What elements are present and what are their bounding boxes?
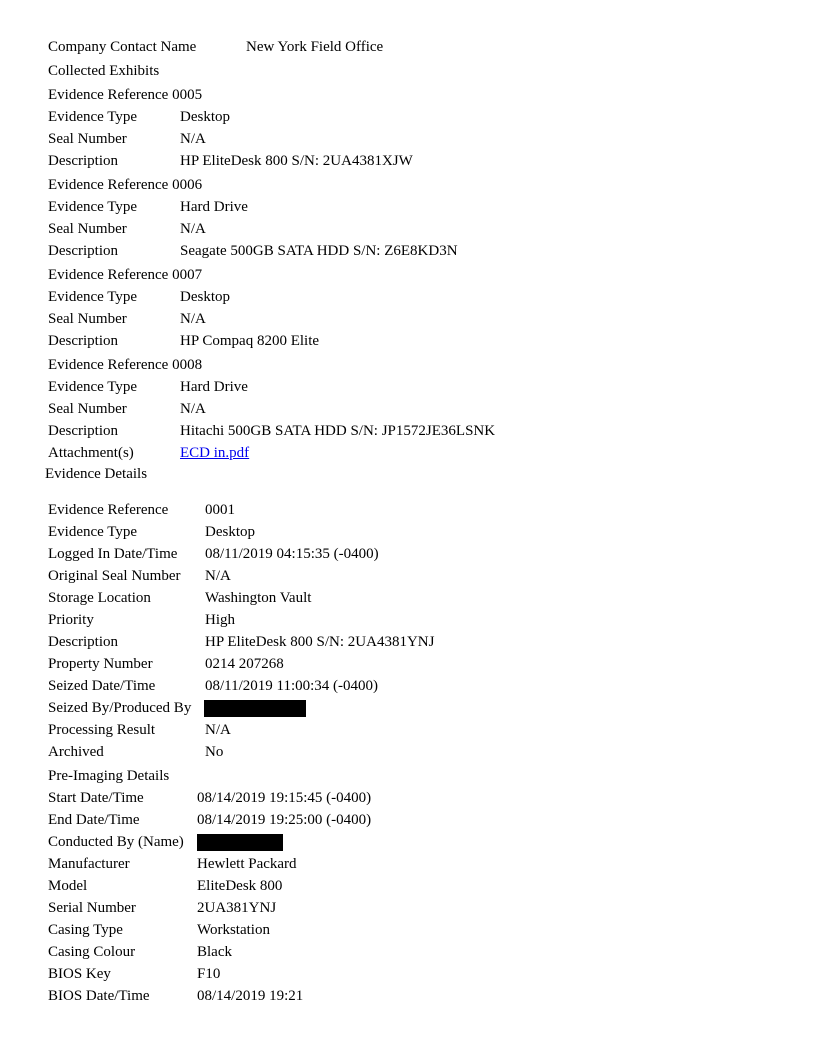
detail-label: Processing Result bbox=[48, 722, 156, 738]
detail-value: N/A bbox=[205, 722, 231, 738]
detail-label: Logged In Date/Time bbox=[48, 546, 178, 562]
detail-value: 08/11/2019 11:00:34 (-0400) bbox=[205, 678, 379, 694]
detail-label: Seized Date/Time bbox=[48, 678, 156, 694]
exhibit-seal-label: Seal Number bbox=[48, 311, 127, 327]
attachments-label: Attachment(s) bbox=[48, 445, 134, 461]
exhibit-description-label: Description bbox=[48, 153, 118, 169]
exhibit-type-value: Desktop bbox=[180, 109, 230, 125]
redaction-bar bbox=[204, 700, 306, 717]
pre-imaging-value: 08/14/2019 19:15:45 (-0400) bbox=[197, 790, 372, 806]
detail-label: Evidence Reference bbox=[48, 502, 169, 518]
exhibit-seal-label: Seal Number bbox=[48, 221, 127, 237]
detail-label: Priority bbox=[48, 612, 94, 628]
pre-imaging-value: Black bbox=[197, 944, 232, 960]
exhibit-description-label: Description bbox=[48, 333, 118, 349]
evidence-details-title: Evidence Details bbox=[45, 466, 148, 482]
exhibit-reference-text: Evidence Reference 0007 bbox=[48, 267, 203, 283]
detail-value: HP EliteDesk 800 S/N: 2UA4381YNJ bbox=[205, 634, 435, 650]
pre-imaging-label: Serial Number bbox=[48, 900, 136, 916]
pre-imaging-value: Hewlett Packard bbox=[197, 856, 297, 872]
detail-label: Property Number bbox=[48, 656, 153, 672]
pre-imaging-value: F10 bbox=[197, 966, 221, 982]
exhibit-type-label: Evidence Type bbox=[48, 379, 138, 395]
detail-label: Archived bbox=[48, 744, 104, 760]
pre-imaging-label: BIOS Date/Time bbox=[48, 988, 150, 1004]
exhibit-description-label: Description bbox=[48, 243, 118, 259]
pre-imaging-label: Conducted By (Name) bbox=[48, 834, 184, 850]
exhibit-description-value: Seagate 500GB SATA HDD S/N: Z6E8KD3N bbox=[180, 243, 458, 259]
pre-imaging-value: Workstation bbox=[197, 922, 270, 938]
pre-imaging-label: Model bbox=[48, 878, 88, 894]
detail-value: No bbox=[205, 744, 224, 760]
pre-imaging-label: Casing Colour bbox=[48, 944, 136, 960]
pre-imaging-label: Start Date/Time bbox=[48, 790, 144, 806]
detail-label: Seized By/Produced By bbox=[48, 700, 192, 716]
detail-label: Original Seal Number bbox=[48, 568, 181, 584]
exhibit-seal-value: N/A bbox=[180, 401, 206, 417]
pre-imaging-label: Casing Type bbox=[48, 922, 123, 938]
detail-label: Description bbox=[48, 634, 118, 650]
collected-exhibits-title: Collected Exhibits bbox=[48, 63, 160, 79]
detail-label: Storage Location bbox=[48, 590, 151, 606]
exhibit-type-label: Evidence Type bbox=[48, 289, 138, 305]
detail-value: Desktop bbox=[205, 524, 255, 540]
pre-imaging-label: End Date/Time bbox=[48, 812, 140, 828]
exhibit-type-value: Hard Drive bbox=[180, 379, 248, 395]
exhibit-seal-value: N/A bbox=[180, 311, 206, 327]
exhibit-seal-value: N/A bbox=[180, 131, 206, 147]
detail-value: High bbox=[205, 612, 235, 628]
exhibit-seal-label: Seal Number bbox=[48, 401, 127, 417]
detail-value: 08/11/2019 04:15:35 (-0400) bbox=[205, 546, 379, 562]
attachment-link[interactable]: ECD in.pdf bbox=[180, 445, 250, 461]
exhibit-reference-text: Evidence Reference 0006 bbox=[48, 177, 203, 193]
pre-imaging-value: 2UA381YNJ bbox=[197, 900, 277, 916]
exhibit-type-label: Evidence Type bbox=[48, 199, 138, 215]
company-contact-value: New York Field Office bbox=[246, 39, 384, 55]
exhibit-type-value: Desktop bbox=[180, 289, 230, 305]
exhibit-description-value: HP EliteDesk 800 S/N: 2UA4381XJW bbox=[180, 153, 413, 169]
pre-imaging-title: Pre-Imaging Details bbox=[48, 768, 170, 784]
exhibit-description-value: Hitachi 500GB SATA HDD S/N: JP1572JE36LSNK bbox=[180, 423, 496, 439]
detail-value: Washington Vault bbox=[205, 590, 312, 606]
pre-imaging-value: EliteDesk 800 bbox=[197, 878, 283, 894]
pre-imaging-label: Manufacturer bbox=[48, 856, 130, 872]
exhibit-description-label: Description bbox=[48, 423, 118, 439]
pre-imaging-value: 08/14/2019 19:21 bbox=[197, 988, 304, 1004]
company-contact-label: Company Contact Name bbox=[48, 39, 197, 55]
exhibit-seal-label: Seal Number bbox=[48, 131, 127, 147]
detail-value: 0214 207268 bbox=[205, 656, 284, 672]
redaction-bar bbox=[197, 834, 283, 851]
pre-imaging-value: 08/14/2019 19:25:00 (-0400) bbox=[197, 812, 372, 828]
exhibit-description-value: HP Compaq 8200 Elite bbox=[180, 333, 320, 349]
exhibit-type-label: Evidence Type bbox=[48, 109, 138, 125]
detail-label: Evidence Type bbox=[48, 524, 138, 540]
exhibit-seal-value: N/A bbox=[180, 221, 206, 237]
detail-value: 0001 bbox=[205, 502, 235, 518]
detail-value: N/A bbox=[205, 568, 231, 584]
exhibit-type-value: Hard Drive bbox=[180, 199, 248, 215]
pre-imaging-label: BIOS Key bbox=[48, 966, 111, 982]
exhibit-reference-text: Evidence Reference 0005 bbox=[48, 87, 203, 103]
exhibit-reference-text: Evidence Reference 0008 bbox=[48, 357, 203, 373]
